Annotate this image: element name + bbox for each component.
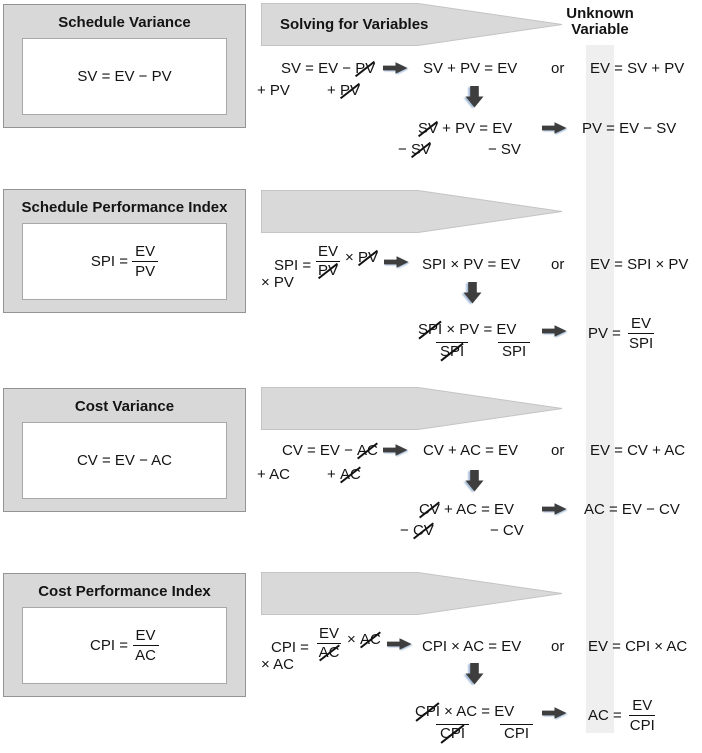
unknown-header-line2: Variable	[571, 21, 629, 38]
equation-step1	[282, 442, 378, 459]
equation-step1-lhs: SPI =	[274, 257, 312, 274]
section-title: Schedule Variance	[58, 14, 191, 31]
banner-title: Solving for Variables	[280, 16, 429, 33]
arrow-right-icon	[542, 502, 567, 516]
numerator: EV	[629, 697, 655, 716]
base-formula	[22, 607, 227, 684]
operator-text: ×	[345, 249, 358, 266]
fraction	[317, 625, 341, 661]
cancelled-term: SV	[418, 120, 439, 137]
operator-text: −	[400, 522, 413, 539]
operation-term-left: + AC	[257, 466, 290, 483]
times-cancelled-term	[347, 631, 381, 648]
section-title: Cost Variance	[74, 398, 175, 415]
arrow-down-icon	[465, 86, 484, 108]
operation-term-right: − CV	[490, 522, 524, 539]
formula-lhs: CPI =	[90, 637, 128, 654]
arrow-down-icon	[463, 282, 482, 304]
or-label: or	[551, 442, 565, 459]
fraction	[132, 627, 159, 664]
equation-step3	[418, 321, 516, 338]
section-title: Cost Performance Index	[38, 583, 211, 600]
numerator: EV	[133, 627, 159, 646]
divide-by-left	[436, 342, 468, 360]
arrow-right-icon	[542, 121, 567, 135]
divide-by-right: CPI	[500, 724, 533, 742]
banner-arrow-shape	[261, 190, 563, 233]
numerator: EV	[494, 703, 515, 720]
equation-text: + AC = EV	[439, 501, 515, 518]
equation-step2: SPI × PV = EV	[422, 256, 521, 273]
arrow-right-icon	[387, 637, 412, 651]
banner-arrow-shape	[261, 572, 563, 615]
equation-step2: CPI × AC = EV	[422, 638, 522, 655]
operator-text: +	[327, 82, 340, 99]
equation-step1-lhs: CPI =	[271, 639, 309, 656]
formula-box	[3, 573, 246, 697]
cancelled-term: AC	[339, 466, 361, 483]
numerator: EV	[318, 243, 339, 260]
result-formula-ac	[588, 697, 658, 734]
fraction	[627, 697, 658, 734]
or-label: or	[551, 60, 565, 77]
formula-box	[3, 4, 246, 128]
denominator: AC	[135, 647, 156, 664]
result-formula-ac: AC = EV − CV	[584, 501, 680, 518]
result-formula-ev: EV = CV + AC	[590, 442, 686, 459]
equation-text: × AC =	[440, 703, 495, 720]
result-formula-pv	[588, 315, 656, 352]
cancelled-denominator: AC	[318, 644, 340, 661]
operation-term-left	[398, 141, 431, 158]
or-label: or	[551, 256, 565, 273]
operation-term-right	[327, 466, 361, 483]
fraction	[316, 243, 340, 279]
cancelled-term: CV	[412, 522, 434, 539]
denominator: PV	[135, 263, 156, 280]
section-cost-variance	[0, 382, 702, 578]
divide-by-right: SPI	[498, 342, 530, 360]
cancelled-term: CV	[419, 501, 440, 518]
arrow-right-icon	[542, 706, 567, 720]
formula-lhs: PV =	[588, 325, 621, 342]
formula-lhs: AC =	[588, 707, 622, 724]
result-formula-ev: EV = CPI × AC	[588, 638, 688, 655]
result-formula-ev: EV = SPI × PV	[590, 256, 689, 273]
equation-step1	[281, 60, 375, 77]
denominator: CPI	[629, 717, 655, 734]
operator-text: ×	[347, 631, 360, 648]
numerator: EV	[132, 243, 158, 262]
operation-term-left	[400, 522, 434, 539]
operation-term-left: × AC	[261, 656, 294, 673]
operator-text: +	[327, 466, 340, 483]
formula-box	[3, 388, 246, 512]
unknown-header-line1: Unknown	[566, 5, 634, 22]
banner-arrow-shape	[261, 387, 563, 430]
arrow-right-icon	[383, 443, 408, 457]
base-formula	[22, 38, 227, 115]
formula-box	[3, 189, 246, 313]
operation-term-right	[327, 82, 360, 99]
arrow-right-icon	[384, 255, 409, 269]
equation-text: × PV =	[442, 321, 497, 338]
section-title: Schedule Performance Index	[21, 199, 228, 216]
cancelled-term: PV	[355, 60, 376, 77]
cancelled-term: SPI	[418, 321, 443, 338]
cancelled-term: AC	[357, 442, 378, 459]
denominator: SPI	[628, 335, 654, 352]
divide-by-left	[436, 724, 469, 742]
numerator: EV	[319, 625, 340, 642]
formula-lhs: SPI =	[90, 253, 128, 270]
numerator: EV	[496, 321, 517, 338]
cancelled-term: CPI	[440, 725, 466, 742]
cancelled-term: SPI	[440, 343, 465, 360]
equation-text: + PV = EV	[438, 120, 513, 137]
equation-step3	[415, 703, 514, 720]
cancelled-term: SV	[410, 141, 431, 158]
section-cost-performance-index	[0, 568, 702, 753]
base-formula	[22, 422, 227, 499]
arrow-right-icon	[542, 324, 567, 338]
section-schedule-variance	[0, 0, 702, 196]
equation-step3	[418, 120, 512, 137]
operator-text: −	[398, 141, 411, 158]
fraction	[132, 243, 158, 280]
equation-step2: SV + PV = EV	[423, 60, 518, 77]
operation-term-left: + PV	[257, 82, 290, 99]
operation-term-left: × PV	[261, 274, 294, 291]
times-cancelled-term	[345, 249, 378, 266]
fraction	[626, 315, 656, 352]
numerator: EV	[628, 315, 654, 334]
equation-text: CV = EV −	[282, 442, 358, 459]
section-schedule-performance-index	[0, 186, 702, 382]
equation-text: SV = EV −	[281, 60, 356, 77]
equation-step2: CV + AC = EV	[423, 442, 519, 459]
cancelled-term: CPI	[415, 703, 441, 720]
formula-text: CV = EV − AC	[76, 452, 173, 469]
result-formula-pv: PV = EV − SV	[582, 120, 677, 137]
base-formula	[22, 223, 227, 300]
equation-step3	[419, 501, 514, 518]
arrow-down-icon	[465, 663, 484, 685]
operation-term-right: − SV	[488, 141, 521, 158]
cancelled-denominator: PV	[318, 262, 339, 279]
result-formula-ev: EV = SV + PV	[590, 60, 685, 77]
formula-text: SV = EV − PV	[77, 68, 172, 85]
or-label: or	[551, 638, 565, 655]
arrow-right-icon	[383, 61, 408, 75]
cancelled-term: AC	[359, 631, 381, 648]
cancelled-term: PV	[357, 249, 378, 266]
arrow-down-icon	[465, 470, 484, 492]
cancelled-term: PV	[339, 82, 360, 99]
